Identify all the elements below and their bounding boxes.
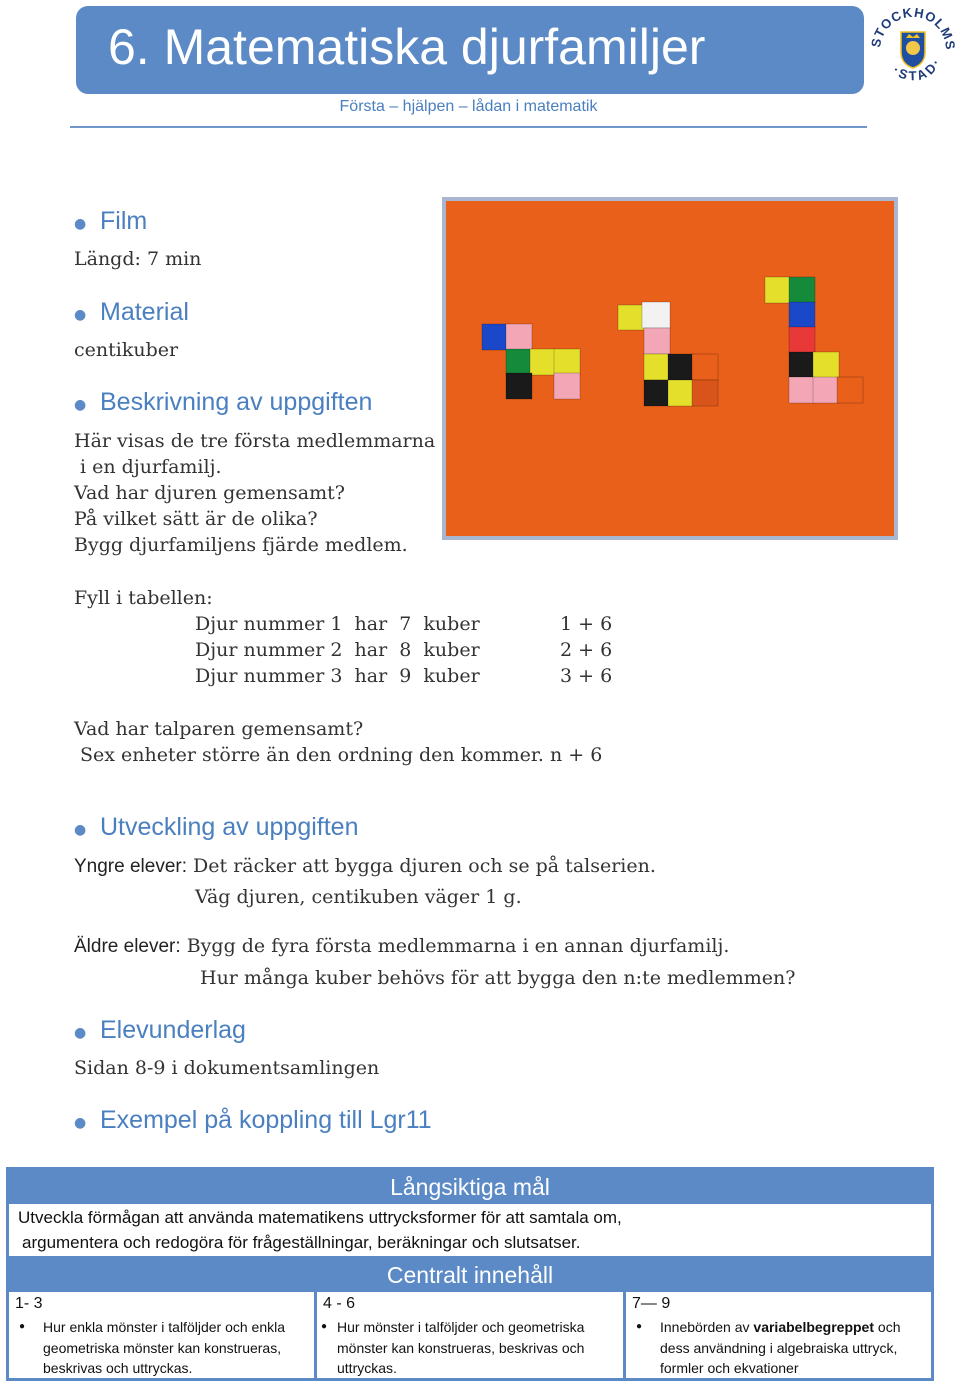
heading-utveckling: Utveckling av uppgiften — [100, 813, 359, 841]
grade-label: 7— 9 — [632, 1295, 671, 1312]
animal-row-expr: 2 + 6 — [560, 639, 613, 661]
older-label: Äldre elever: — [74, 936, 181, 957]
younger-text-2: Väg djuren, centikuben väger 1 g. — [195, 886, 522, 908]
grade-column-1-3 — [9, 1292, 314, 1378]
grade-column-7-9 — [626, 1292, 931, 1378]
svg-text:·STAD·: ·STAD· — [890, 54, 945, 84]
heading-elevunderlag: Elevunderlag — [100, 1016, 246, 1044]
content-item: ● Hur mönster i talföljder och geometriska mönster kan konstrueras, beskrivas och uttryckas. — [317, 1317, 613, 1379]
heading-exempel: Exempel på koppling till Lgr11 — [100, 1106, 432, 1134]
table-intro: Fyll i tabellen: — [74, 587, 213, 609]
animal-row-label: Djur nummer 2 har 8 kuber — [195, 639, 480, 661]
younger-label: Yngre elever: — [74, 856, 188, 877]
material-text: centikuber — [74, 339, 179, 361]
content-item — [632, 1317, 924, 1379]
older-text: Bygg de fyra första medlemmarna i en annan djurfamilj. — [180, 935, 730, 957]
page-title: 6. Matematiska djurfamiljer — [108, 19, 706, 75]
film-length: Längd: 7 min — [74, 248, 202, 270]
long-term-goals-cell — [9, 1204, 931, 1256]
central-content-heading: Centralt innehåll — [6, 1258, 934, 1292]
pair-answer: Sex enheter större än den ordning den kommer. n + 6 — [74, 744, 603, 766]
description-line: Här visas de tre första medlemmarna — [74, 430, 436, 452]
page-subtitle: Första – hjälpen – lådan i matematik — [339, 98, 598, 115]
older-students-row — [74, 933, 729, 959]
animal-row-label: Djur nummer 1 har 7 kuber — [195, 613, 480, 635]
centicube-animals-photo — [442, 197, 898, 540]
description-line: i en djurfamilj. — [74, 456, 222, 478]
bullet-dot-icon: ● — [74, 216, 87, 232]
elevunderlag-text: Sidan 8-9 i dokumentsamlingen — [74, 1057, 380, 1079]
grade-column-4-6 — [317, 1292, 623, 1378]
animal-row-expr: 1 + 6 — [560, 613, 613, 635]
bullet-dot-icon: ● — [74, 1115, 87, 1131]
heading-film: Film — [100, 207, 148, 235]
grade-label: 1- 3 — [15, 1295, 43, 1312]
bullet-dot-icon: ● — [74, 307, 87, 323]
long-term-goals-line: argumentera och redogöra för frågeställningar, beräkningar och slutsatser. — [22, 1233, 581, 1252]
content-bold-term: variabelbegreppet — [753, 1319, 875, 1335]
heading-material: Material — [100, 298, 189, 326]
younger-text: Det räcker att bygga djuren och se på talserien. — [187, 855, 656, 877]
description-line: Vad har djuren gemensamt? — [74, 482, 345, 504]
description-line: Bygg djurfamiljens fjärde medlem. — [74, 534, 408, 556]
animal-row-label: Djur nummer 3 har 9 kuber — [195, 665, 480, 687]
grade-label: 4 - 6 — [323, 1295, 356, 1312]
animal-row-expr: 3 + 6 — [560, 665, 613, 687]
subtitle-divider — [70, 126, 867, 128]
heading-beskrivning: Beskrivning av uppgiften — [100, 388, 373, 416]
content-item: ● Hur enkla mönster i talföljder och enkla geometriska mönster kan konstrueras, beskrivas och uttryckas. — [15, 1317, 311, 1379]
long-term-goals-heading: Långsiktiga mål — [6, 1170, 934, 1204]
svg-text:STOCKHOLMS: STOCKHOLMS — [868, 4, 958, 52]
stockholm-crest-icon — [868, 2, 958, 92]
content-text: och dess användning i algebraiska uttryck, formler och ekvationer — [660, 1319, 901, 1376]
pair-question: Vad har talparen gemensamt? — [74, 718, 364, 740]
bullet-dot-icon: ● — [74, 1025, 87, 1041]
younger-students-row — [74, 853, 656, 879]
description-line: På vilket sätt är de olika? — [74, 508, 318, 530]
bullet-dot-icon: ● — [74, 397, 87, 413]
older-text-2: Hur många kuber behövs för att bygga den n:te medlemmen? — [200, 967, 796, 989]
bullet-dot-icon: ● — [74, 822, 87, 838]
long-term-goals-line: Utveckla förmågan att använda matematikens uttrycksformer för att samtala om, — [18, 1208, 622, 1227]
content-text: Innebörden av — [660, 1319, 754, 1335]
